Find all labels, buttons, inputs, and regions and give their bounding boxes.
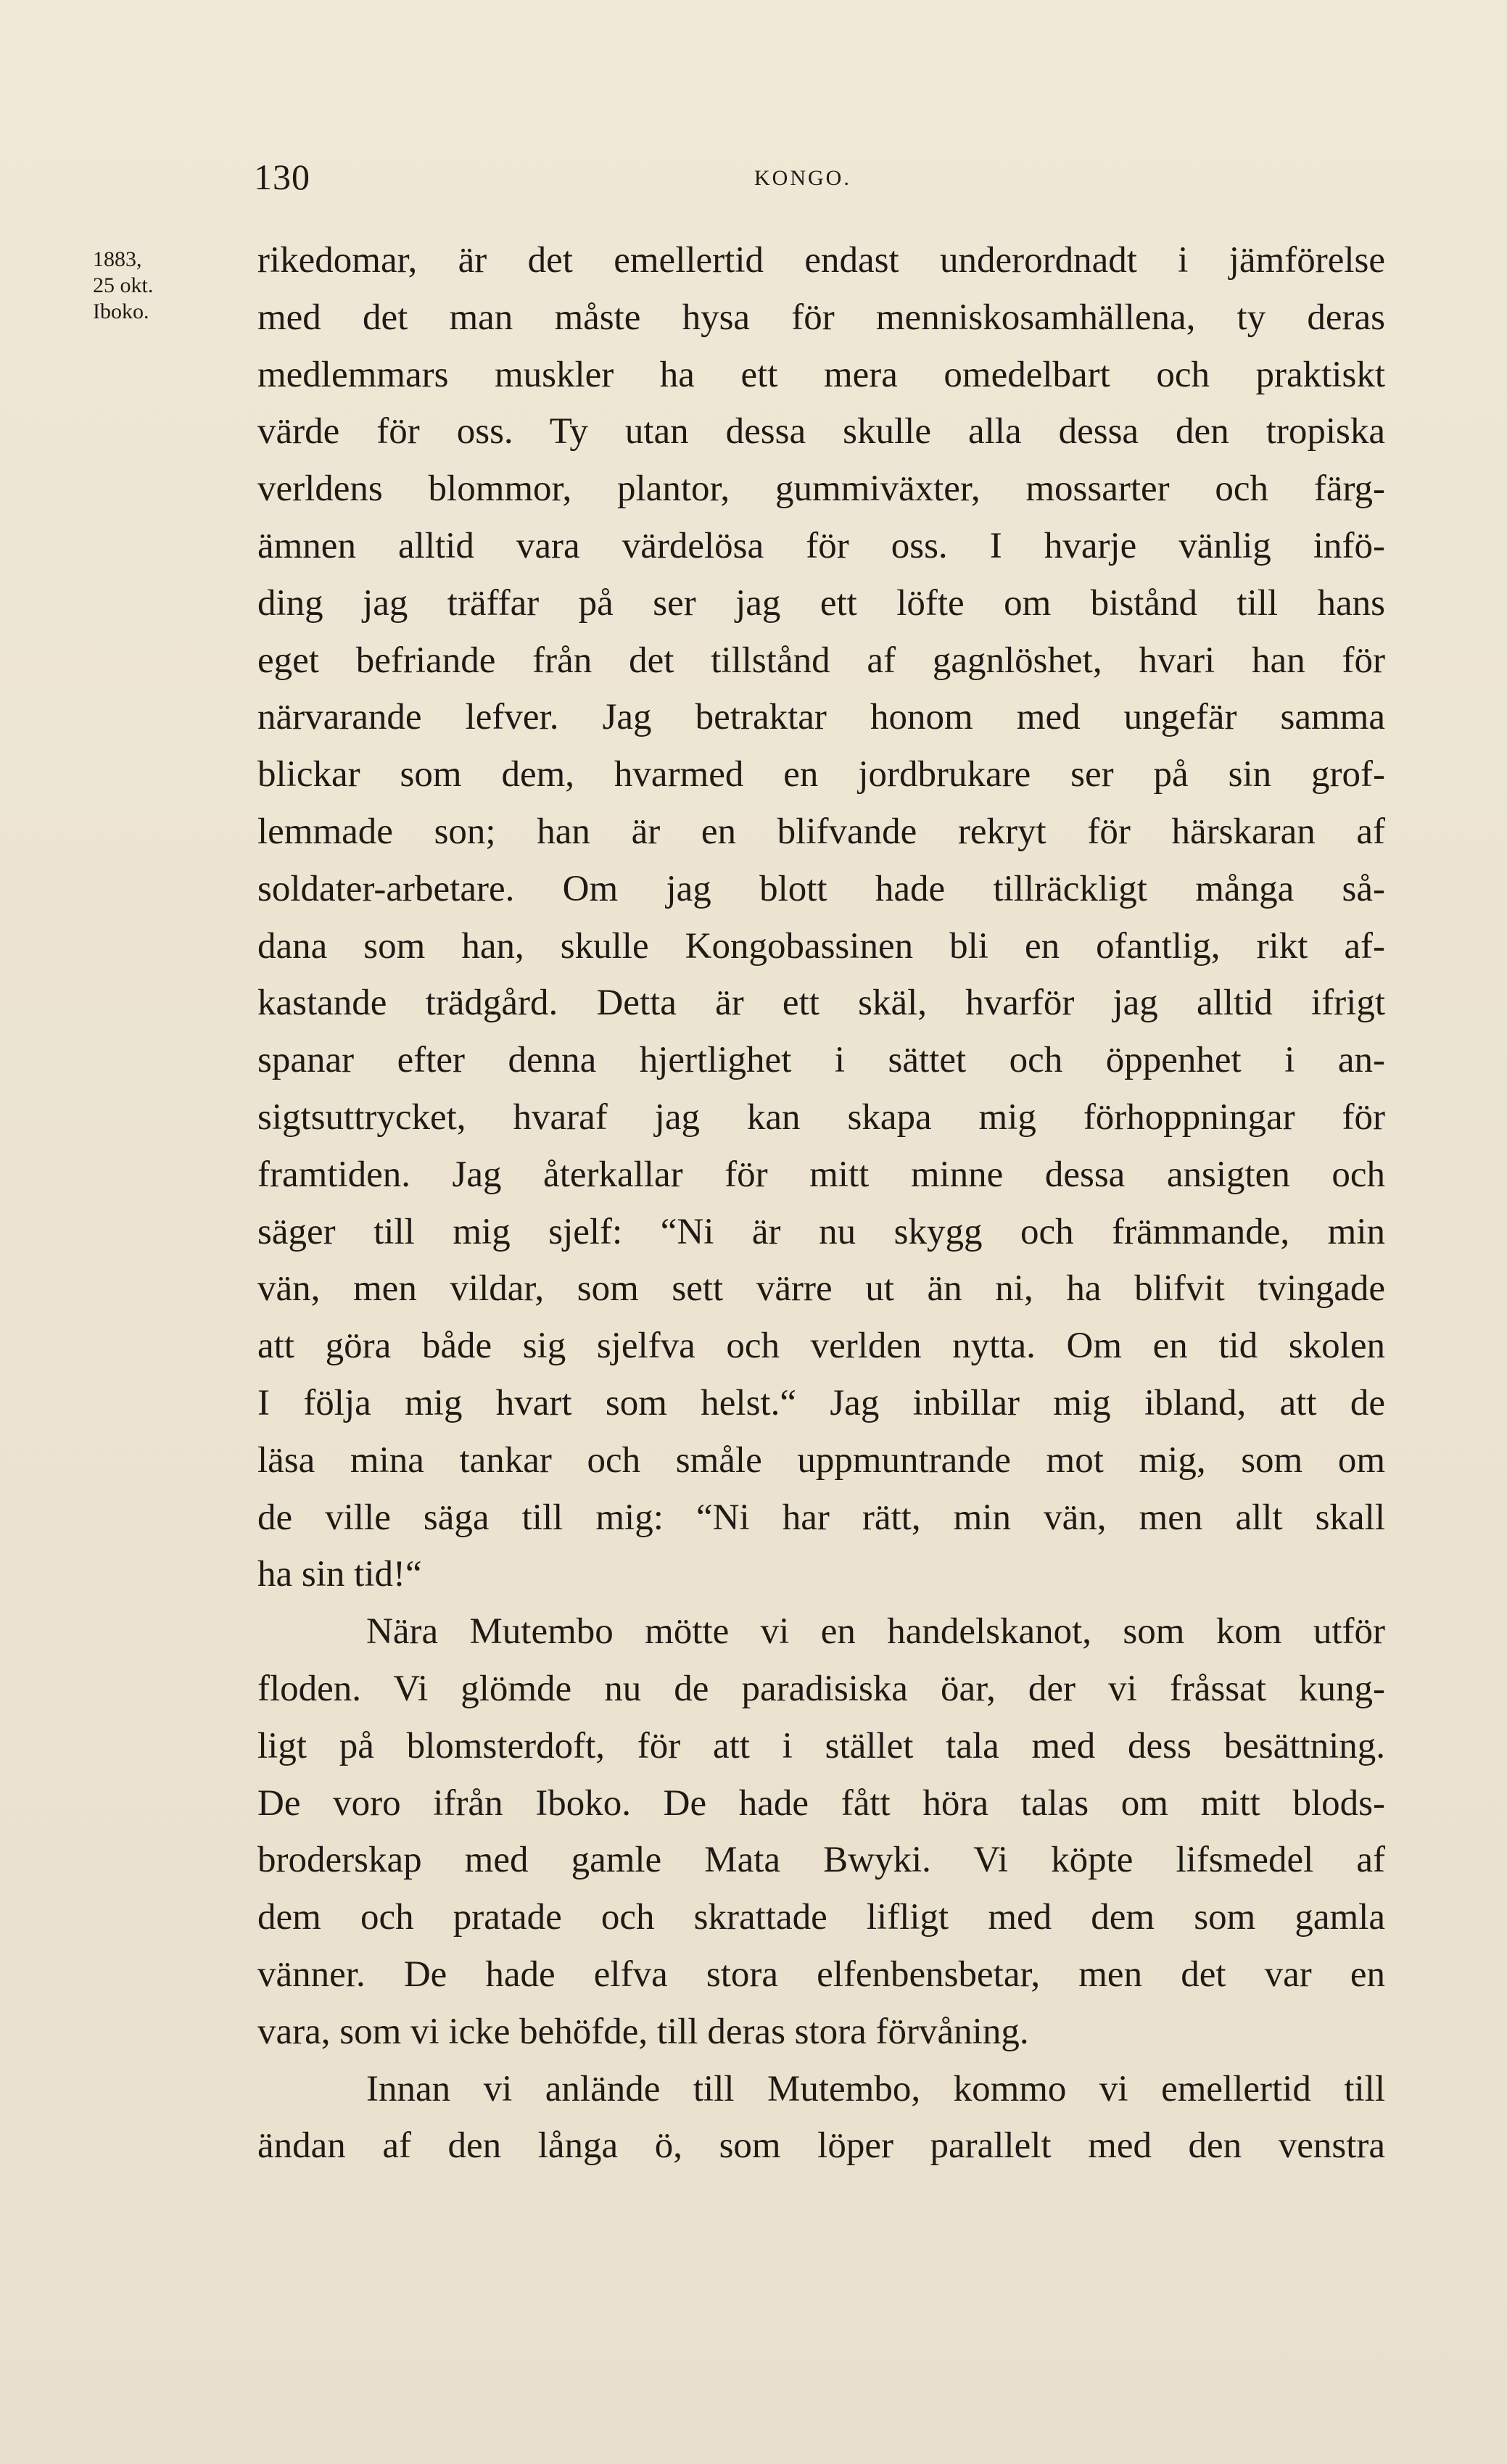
text-line: broderskap med gamle Mata Bwyki. Vi köpte lifsmedel af	[257, 1840, 1385, 1881]
margin-note	[93, 247, 238, 325]
text-line: ämnen alltid vara värdelösa för oss. I hvarje vänlig infö-	[257, 525, 1385, 566]
text-line: säger till mig sjelf: “Ni är nu skygg och främmande, min	[257, 1211, 1385, 1252]
text-line: framtiden. Jag återkallar för mitt minne dessa ansigten och	[257, 1154, 1385, 1195]
text-line: verldens blommor, plantor, gummiväxter, mossarter och färg-	[257, 468, 1385, 510]
text-line: ligt på blomsterdoft, för att i stället tala med dess besättning.	[257, 1725, 1385, 1766]
text-line: soldater-arbetare. Om jag blott hade tillräckligt många så-	[257, 868, 1385, 909]
text-line: de ville säga till mig: “Ni har rätt, min vän, men allt skall	[257, 1497, 1385, 1538]
text-line: med det man måste hysa för menniskosamhällena, ty deras	[257, 297, 1385, 338]
text-line: eget befriande från det tillstånd af gagnlöshet, hvari han för	[257, 640, 1385, 681]
running-title: KONGO.	[754, 166, 851, 190]
text-line: dem och pratade och skrattade lifligt med dem som gamla	[257, 1897, 1385, 1938]
text-line: Nära Mutembo mötte vi en handelskanot, som kom utför	[366, 1611, 1385, 1653]
text-line: lemmade son; han är en blifvande rekryt för härskaran af	[257, 811, 1385, 852]
page-header	[254, 156, 1385, 199]
text-line: Innan vi anlände till Mutembo, kommo vi emellertid till	[366, 2068, 1385, 2109]
text-line: rikedomar, är det emellertid endast underordnadt i jämförelse	[257, 240, 1385, 281]
text-line: medlemmars muskler ha ett mera omedelbart och praktiskt	[257, 354, 1385, 395]
text-line: blickar som dem, hvarmed en jordbrukare ser på sin grof-	[257, 754, 1385, 795]
text-line: närvarande lefver. Jag betraktar honom med ungefär samma	[257, 697, 1385, 738]
margin-note-year: 1883,	[93, 247, 142, 271]
text-line: läsa mina tankar och småle uppmuntrande mot mig, som om	[257, 1439, 1385, 1481]
text-line: vara, som vi icke behöfde, till deras stora förvåning.	[257, 2011, 1029, 2052]
page-number: 130	[254, 157, 310, 197]
text-line: De voro ifrån Iboko. De hade fått höra talas om mitt blods-	[257, 1782, 1385, 1824]
text-line: vän, men vildar, som sett värre ut än ni, ha blifvit tvingade	[257, 1268, 1385, 1310]
text-line: värde för oss. Ty utan dessa skulle alla dessa den tropiska	[257, 411, 1385, 452]
text-line: floden. Vi glömde nu de paradisiska öar, der vi fråssat kung-	[257, 1668, 1385, 1709]
text-line: ding jag träffar på ser jag ett löfte om bistånd till hans	[257, 582, 1385, 624]
text-line: att göra både sig sjelfva och verlden nytta. Om en tid skolen	[257, 1326, 1385, 1367]
text-line: kastande trädgård. Detta är ett skäl, hvarför jag alltid ifrigt	[257, 983, 1385, 1024]
text-line: I följa mig hvart som helst.“ Jag inbillar mig ibland, att de	[257, 1382, 1385, 1423]
text-line: ändan af den långa ö, som löper parallelt med den venstra	[257, 2125, 1385, 2167]
text-line: dana som han, skulle Kongobassinen bli en ofantlig, rikt af-	[257, 925, 1385, 967]
margin-note-place: Iboko.	[93, 299, 149, 323]
text-line: ha sin tid!“	[257, 1554, 422, 1595]
margin-note-date: 25 okt.	[93, 273, 154, 297]
text-line: spanar efter denna hjertlighet i sättet och öppenhet i an-	[257, 1040, 1385, 1081]
text-line: sigtsuttrycket, hvaraf jag kan skapa mig förhoppningar för	[257, 1096, 1385, 1138]
text-line: vänner. De hade elfva stora elfenbensbetar, men det var en	[257, 1954, 1385, 1995]
body-text	[257, 232, 1385, 2175]
